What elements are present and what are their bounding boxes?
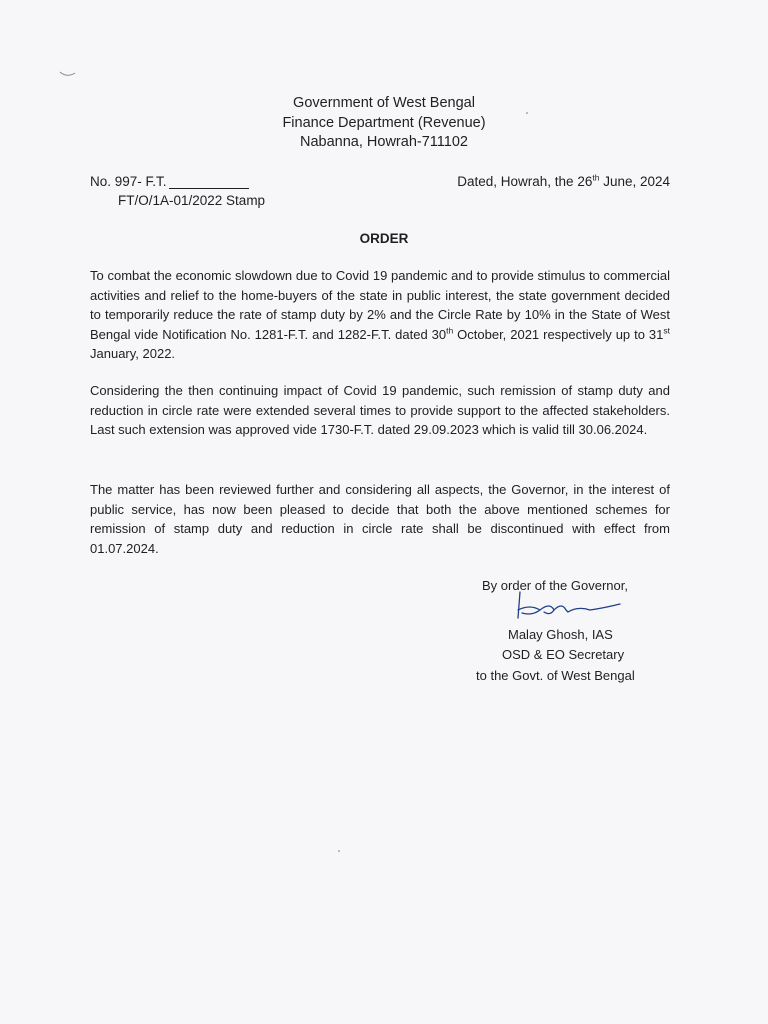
letterhead (0, 94, 768, 153)
paragraph-1-sup-1: th (446, 325, 454, 336)
paragraph-1-text-c: January, 2022. (90, 346, 176, 362)
reference-number-text: No. 997- F.T. (90, 174, 167, 189)
file-reference: FT/O/1A-01/2022 Stamp (118, 193, 266, 208)
paragraph-1 (90, 266, 670, 364)
date-suffix: th (592, 172, 600, 183)
signatory-office: to the Govt. of West Bengal (476, 668, 635, 683)
reference-number (90, 174, 249, 189)
paragraph-1-text-b: October, 2021 respectively up to 31 (453, 326, 664, 342)
paragraph-1-sup-2: st (663, 325, 670, 336)
by-order-line: By order of the Governor, (482, 578, 628, 593)
date-line (457, 174, 670, 189)
paragraph-2: Considering the then continuing impact of Covid 19 pandemic, such remission of stamp duty and reduction in circle rate were extended several times to provide support to the affected stakeholders. Last such extension was approved vide 1730-F.T. dated 29.09.2023 which is valid till 30.06.2024. (90, 383, 670, 438)
date-prefix: Dated, Howrah, the 26 (457, 174, 593, 189)
letterhead-government: Government of West Bengal (293, 95, 475, 111)
letterhead-address: Nabanna, Howrah-711102 (300, 134, 468, 150)
order-title: ORDER (359, 231, 409, 246)
letterhead-department: Finance Department (Revenue) (282, 114, 486, 131)
paragraph-3: The matter has been reviewed further and considering all aspects, the Governor, in the interest of public service, has now been pleased to decide that both the above mentioned schemes for remission of stamp duty and reduction in circle rate shall be discontinued with effect from 01.07.2024. (90, 482, 670, 556)
signatory-name: Malay Ghosh, IAS (508, 627, 613, 642)
reference-underline (169, 174, 249, 189)
scan-speck (338, 850, 340, 852)
signature-icon (496, 588, 626, 628)
signatory-designation: OSD & EO Secretary (502, 647, 625, 662)
date-rest: June, 2024 (599, 174, 670, 189)
scan-mark (58, 70, 78, 80)
paragraph-1-text-a: To combat the economic slowdown due to Covid 19 pandemic and to provide stimulus to commercial activities and relief to the home-buyers of the state in public interest, the state government decided to temporarily reduce the rate of stamp duty by 2% and the Circle Rate by 10% in the State of West Bengal vide Notification No. 1281-F.T. and 1282-F.T. dated 30 (90, 268, 670, 342)
